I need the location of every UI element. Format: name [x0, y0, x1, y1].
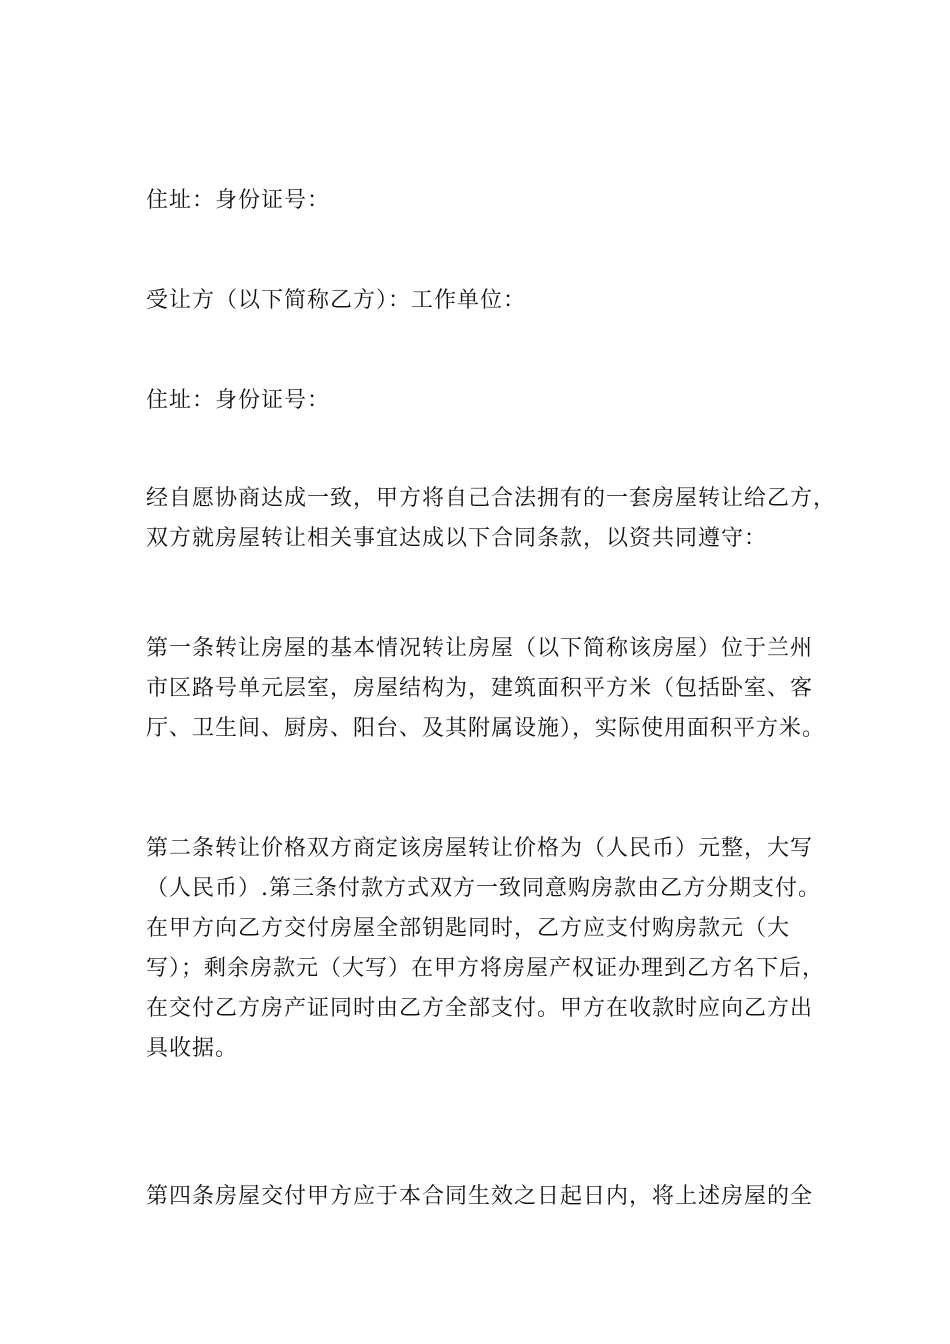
text-line: 厅、卫生间、厨房、阳台、及其附属设施），实际使用面积平方米。 — [146, 716, 826, 741]
text-line: 在交付乙方房产证同时由乙方全部支付。甲方在收款时应向乙方出 — [146, 996, 814, 1021]
text-line: 第四条房屋交付甲方应于本合同生效之日起日内，将上述房屋的全 — [146, 1184, 814, 1209]
text-line: 住址：身份证号： — [146, 188, 331, 213]
text-line: 受让方（以下简称乙方）：工作单位： — [146, 288, 527, 313]
text-line: 第一条转让房屋的基本情况转让房屋（以下简称该房屋）位于兰州 — [146, 636, 814, 661]
text-line: 在甲方向乙方交付房屋全部钥匙同时，乙方应支付购房款元（大 — [146, 916, 791, 941]
party-b-heading-line — [146, 281, 816, 321]
article-2-3-paragraph — [146, 829, 826, 1069]
article-1-paragraph — [146, 629, 826, 749]
preamble-paragraph — [146, 479, 837, 559]
text-line: 市区路号单元层室，房屋结构为，建筑面积平方米（包括卧室、客 — [146, 676, 814, 701]
article-4-paragraph — [146, 1177, 816, 1217]
text-line: 第二条转让价格双方商定该房屋转让价格为（人民币）元整，大写 — [146, 836, 814, 861]
party-b-address-id-line — [146, 381, 816, 421]
party-a-address-id-line — [146, 181, 816, 221]
text-line: 双方就房屋转让相关事宜达成以下合同条款，以资共同遵守： — [146, 526, 768, 551]
text-line: 写）；剩余房款元（大写）在甲方将房屋产权证办理到乙方名下后， — [146, 956, 826, 981]
text-line: （人民币）.第三条付款方式双方一致同意购房款由乙方分期支付。 — [146, 876, 821, 901]
text-line: 住址：身份证号： — [146, 388, 331, 413]
text-line: 经自愿协商达成一致，甲方将自己合法拥有的一套房屋转让给乙方， — [146, 486, 837, 511]
text-line: 具收据。 — [146, 1036, 239, 1061]
